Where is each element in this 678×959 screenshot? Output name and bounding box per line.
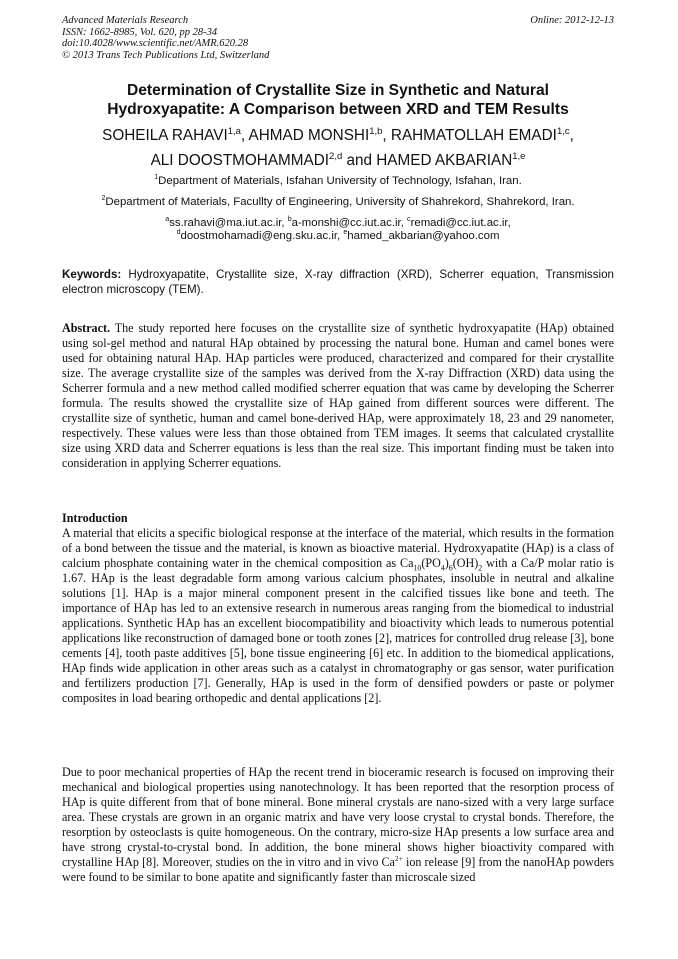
email-address: doostmohamadi@eng.sku.ac.ir, xyxy=(180,230,344,242)
paragraph-text: ion release [9] from the nanoHAp powders were found to be similar to bone apatite and significantly faster than microscale sized xyxy=(62,855,614,884)
email-address: ss.rahavi@ma.iut.ac.ir, xyxy=(169,217,288,229)
affiliation-text: Department of Materials, Isfahan University of Technology, Isfahan, Iran. xyxy=(158,175,522,187)
title-line-1: Determination of Crystallite Size in Synthetic and Natural xyxy=(127,82,549,99)
email-address: a-monshi@cc.iut.ac.ir, xyxy=(291,217,408,229)
author-mark: 2,d xyxy=(329,150,343,162)
author-name: AHMAD MONSHI xyxy=(248,127,370,144)
affiliation-text: Department of Materials, Facullty of Engineering, University of Shahrekord, Shahrekord, Iran. xyxy=(105,196,575,208)
email-line-1 xyxy=(62,217,614,230)
author-list xyxy=(62,123,614,173)
affiliation-2 xyxy=(62,196,614,209)
author-separator: , xyxy=(382,127,391,144)
paragraph-text: with a Ca/P molar ratio is 1.67. HAp is the least degradable form among various calcium phosphates, insoluble in neutral and alkaline solutions [1]. HAp is a major mineral component present in the calcified tissues like bone and teeth. The importance of HAp has led to an extensive research in numerous areas ranging from the biomedical to industrial applications. Synthetic HAp has an excellent biocompatibility and bioactivity which leads to numerous potential applications like reconstruction of damaged bone or tooth zones [2], matrices for controlled drug release [3], bone cements [4], tooth paste additives [5], bone tissue engineering [6] etc. In addition to the biomedical applications, HAp finds wide application in other areas such as a catalyst in chromatography or gas sensor, water purification and fertilizers production [7]. Generally, HAp is used in the form of densified powders or paste or polymer composites in load bearing orthopedic and dental applications [2]. xyxy=(62,556,614,705)
ion-charge: 2+ xyxy=(394,853,403,863)
author-mark: 1,e xyxy=(512,150,526,162)
formula-subscript: 6 xyxy=(448,563,453,573)
affiliation-mark: 2 xyxy=(101,195,106,203)
keywords-section xyxy=(62,267,614,297)
formula-text: (OH) xyxy=(452,556,479,570)
issn-line: ISSN: 1662-8985, Vol. 620, pp 28-34 xyxy=(62,26,218,38)
title-line-2: Hydroxyapatite: A Comparison between XRD and TEM Results xyxy=(107,101,569,118)
running-header xyxy=(62,15,614,61)
formula-subscript: 4 xyxy=(440,563,445,573)
online-date: Online: 2012-12-13 xyxy=(530,15,614,26)
author-emails xyxy=(62,217,614,243)
affiliation-mark: 1 xyxy=(154,174,159,182)
formula-subscript: 2 xyxy=(478,563,483,573)
author-name: SOHEILA RAHAVI xyxy=(102,127,228,144)
keywords-text: Hydroxyapatite, Crystallite size, X-ray diffraction (XRD), Scherrer equation, Transmission electron microscopy (TEM). xyxy=(62,268,614,296)
introduction-heading: Introduction xyxy=(62,511,128,525)
introduction-paragraph-1 xyxy=(62,526,614,706)
author-separator: , xyxy=(240,127,249,144)
paragraph-text: A material that elicits a specific biological response at the interface of the material, which results in the formation of a bond between the tissue and the material, is known as bioactive material. Hydroxyapatite (HAp) is a class of calcium phosphate containing water in the chemical composition as Ca xyxy=(62,526,614,570)
author-name: RAHMATOLLAH EMADI xyxy=(390,127,557,144)
author-mark: 1,a xyxy=(227,125,241,137)
formula-text: (PO xyxy=(421,556,441,570)
paper-title xyxy=(62,81,614,119)
paragraph-text: Due to poor mechanical properties of HAp the recent trend in bioceramic research is focused on improving their mechanical and biological properties using nanotechnology. It has been reported that the resorption process of HAp is quite different from that of bone mineral. Bone mineral crystals are nano-sized with a very large surface area. These crystals are grown in an organic matrix and have very loose crystal to crystal bonds. Therefore, the resorption by osteoclasts is quite homogeneous. On the contrary, micro-size HAp presents a low surface area and have strong crystal-to-crystal bond. In addition, the bone mineral shows higher bioactivity compared with crystalline HAp [8]. Moreover, studies on the in vitro and in vivo Ca xyxy=(62,765,614,869)
formula-subscript: 10 xyxy=(413,563,422,573)
formula-text: ) xyxy=(444,556,449,570)
email-mark: c xyxy=(407,216,411,224)
author-name: HAMED AKBARIAN xyxy=(376,152,513,169)
abstract-label: Abstract. xyxy=(62,321,111,335)
doi-line: doi:10.4028/www.scientific.net/AMR.620.28 xyxy=(62,38,249,49)
author-conjunction: and xyxy=(342,152,377,169)
introduction-paragraph-2 xyxy=(62,765,614,885)
email-mark: a xyxy=(165,216,170,224)
affiliation-1 xyxy=(62,175,614,188)
email-mark: e xyxy=(343,229,348,237)
author-mark: 1,c xyxy=(556,125,570,137)
keywords-label: Keywords: xyxy=(62,268,122,281)
journal-name: Advanced Materials Research xyxy=(62,15,189,26)
author-line-1 xyxy=(62,123,614,148)
author-mark: 1,b xyxy=(369,125,383,137)
copyright-line: © 2013 Trans Tech Publications Ltd, Switzerland xyxy=(62,49,270,61)
email-address: remadi@cc.iut.ac.ir, xyxy=(410,217,511,229)
author-line-2 xyxy=(62,148,614,173)
email-mark: d xyxy=(176,229,181,237)
email-line-2 xyxy=(62,230,614,243)
abstract-section xyxy=(62,321,614,471)
author-separator: , xyxy=(569,127,574,144)
email-mark: b xyxy=(287,216,292,224)
author-name: ALI DOOSTMOHAMMADI xyxy=(150,152,330,169)
email-address: hamed_akbarian@yahoo.com xyxy=(347,230,500,242)
abstract-text: The study reported here focuses on the crystallite size of synthetic hydroxyapatite (HAp) obtained using sol-gel method and natural HAp obtained by processing the natural bone. Human and camel bones were used for obtaining natural HAp. HAp particles were produced, characterized and compared for their crystallite size. The average crystallite size of the samples was derived from the X-ray Diffraction (XRD) data using the Scherrer formula and a new method called modified scherrer equation that was came by developing the Scherrer formula. The results showed the crystallite size of HAp gained from different sources were different. The crystallite size of synthetic, human and camel bone-derived HAp, were approximately 18, 23 and 29 nanometer, respectively. These values were less than those obtained from TEM images. It seems that calculated crystallite size using XRD data and Scherrer equations is less than the real size. This important finding must be taken into consideration in applying Scherrer equations. xyxy=(62,321,614,470)
